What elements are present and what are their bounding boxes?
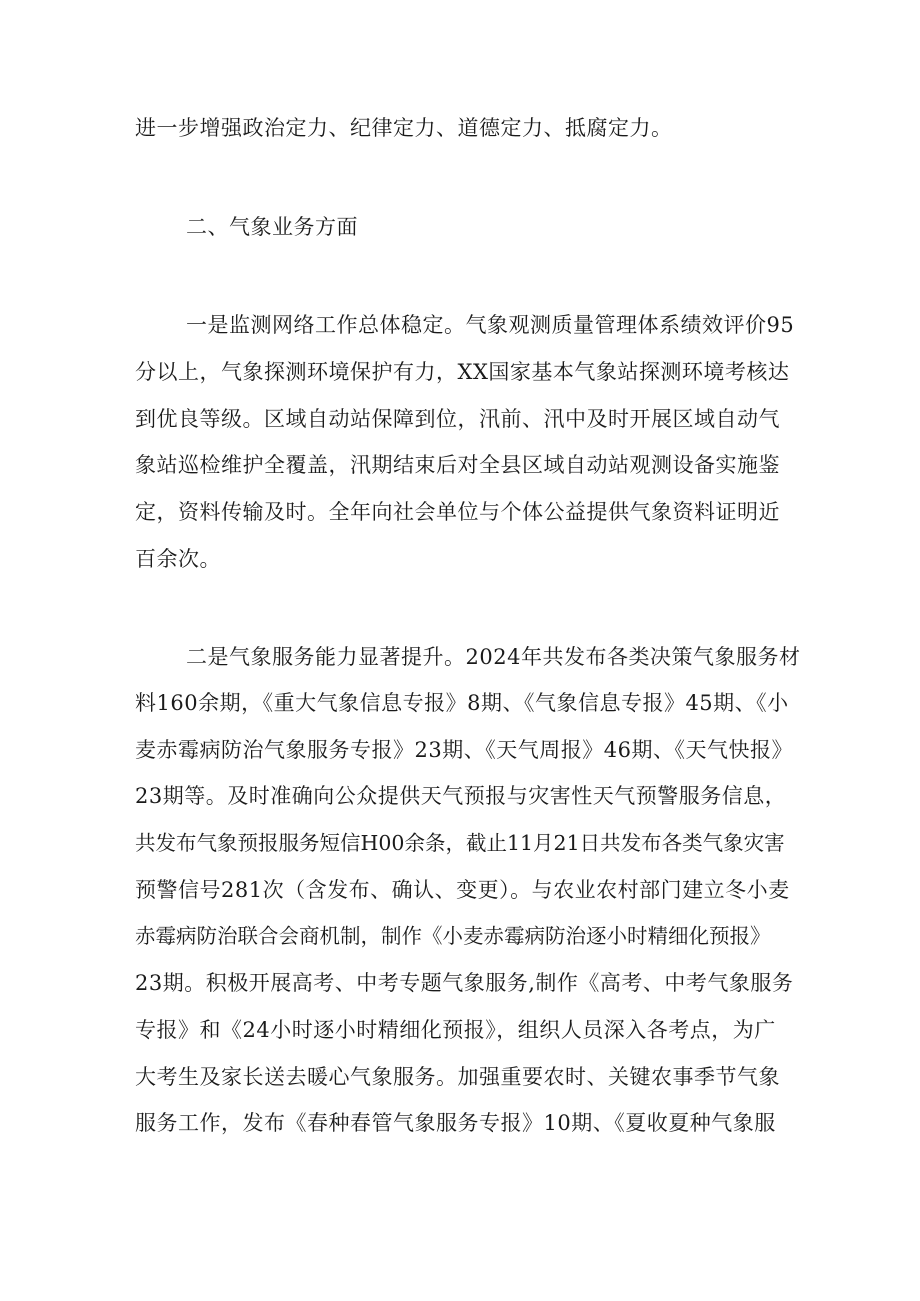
paragraph-line: 进一步增强政治定力、纪律定力、道德定力、抵腐定力。 — [135, 116, 673, 140]
paragraph-line: 23期。积极开展高考、中考专题气象服务,制作《高考、中考气象服务 — [135, 971, 794, 995]
section-heading: 二、气象业务方面 — [186, 215, 358, 239]
paragraph-line: 预警信号281次（含发布、确认、变更）。与农业农村部门建立冬小麦 — [135, 878, 790, 902]
paragraph-line: 分以上，气象探测环境保护有力，XX国家基本气象站探测环境考核达 — [135, 360, 790, 384]
paragraph-line: 一是监测网络工作总体稳定。气象观测质量管理体系绩效评价95 — [186, 313, 795, 337]
paragraph-line: 定，资料传输及时。全年向社会单位与个体公益提供气象资料证明近 — [135, 500, 780, 524]
paragraph-line: 百余次。 — [135, 547, 221, 571]
paragraph-line: 二是气象服务能力显著提升。2024年共发布各类决策气象服务材 — [186, 645, 801, 669]
paragraph-line: 到优良等级。区域自动站保障到位，汛前、汛中及时开展区域自动气 — [135, 407, 780, 431]
paragraph-line: 料160余期，《重大气象信息专报》8期、《气象信息专报》45期、《小 — [135, 691, 789, 715]
paragraph-line: 大考生及家长送去暖心气象服务。加强重要农时、关键农事季节气象 — [135, 1065, 780, 1089]
paragraph-line: 赤霉病防治联合会商机制，制作《小麦赤霉病防治逐小时精细化预报》 — [135, 924, 771, 948]
paragraph-line: 专报》和《24小时逐小时精细化预报》，组织人员深入各考点，为广 — [135, 1018, 776, 1042]
paragraph-line: 麦赤霉病防治气象服务专报》23期、《天气周报》46期、《天气快报》 — [135, 738, 793, 762]
paragraph-line: 共发布气象预报服务短信H00余条，截止11月21日共发布各类气象灾害 — [135, 831, 785, 855]
paragraph-line: 23期等。及时准确向公众提供天气预报与灾害性天气预警服务信息， — [135, 784, 787, 808]
paragraph-line: 服务工作，发布《春种春管气象服务专报》10期、《夏收夏种气象服 — [135, 1111, 776, 1135]
paragraph-line: 象站巡检维护全覆盖，汛期结束后对全县区域自动站观测设备实施鉴 — [135, 453, 780, 477]
